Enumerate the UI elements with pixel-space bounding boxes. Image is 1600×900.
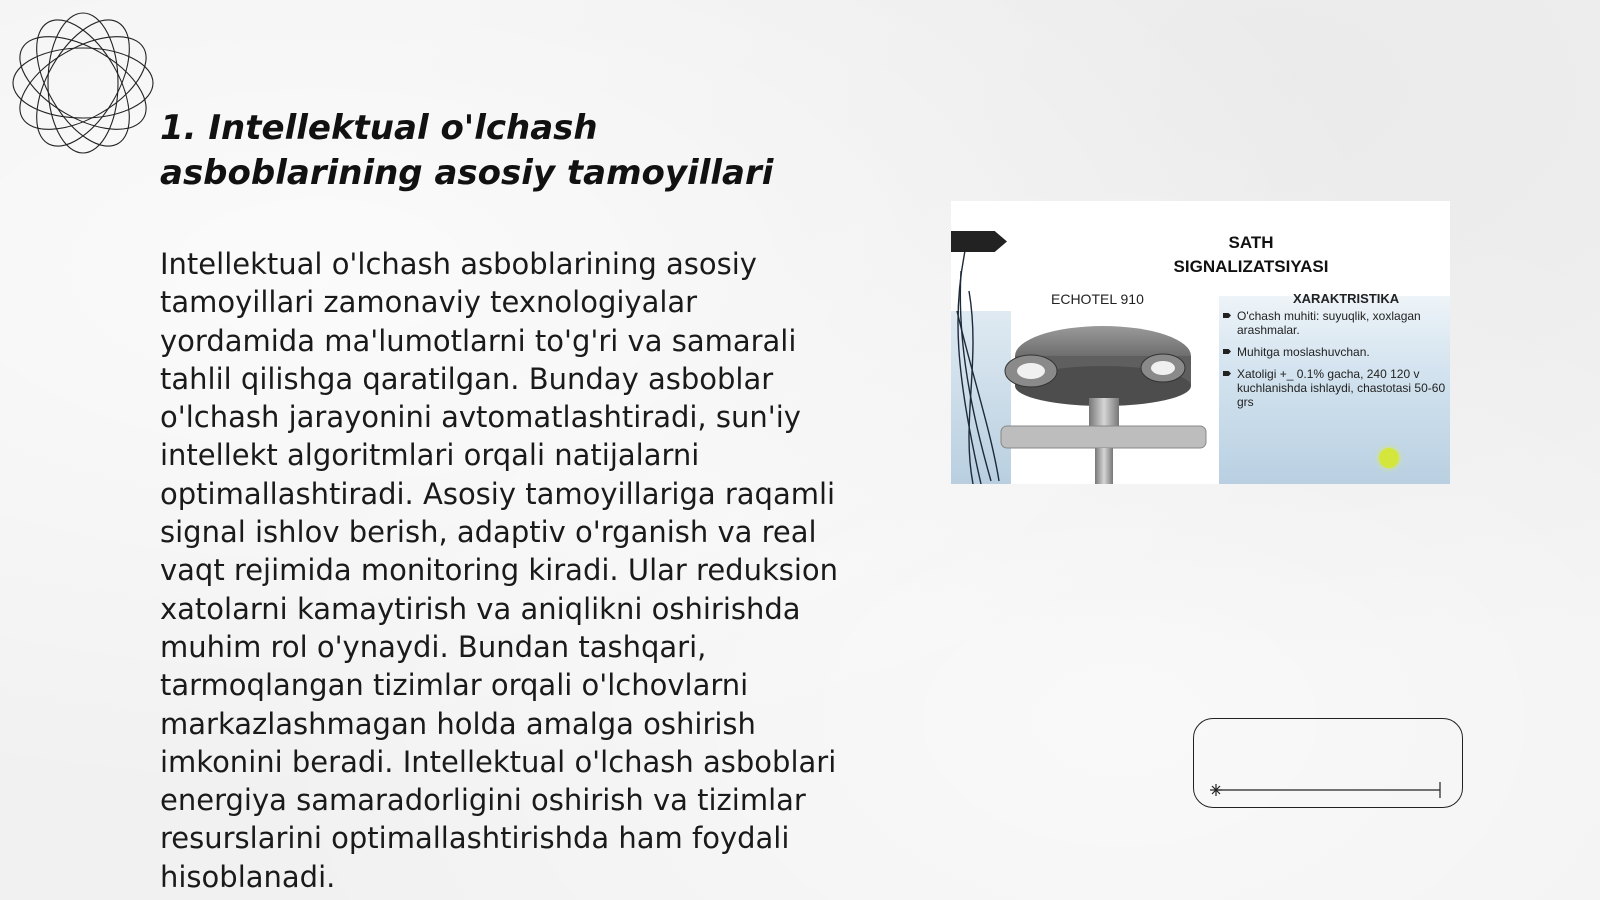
slide-title: 1. Intellektual o'lchash asboblarining asosiy tamoyillari: [160, 108, 774, 193]
picture-title-line2: SIGNALIZATSIYASI: [1173, 257, 1329, 276]
picture-title: [1101, 231, 1401, 279]
characteristics-list: [1221, 309, 1446, 417]
characteristic-item: O'chash muhiti: suyuqlik, xoxlagan arashmalar.: [1221, 309, 1446, 337]
decorative-line-icon: [1210, 780, 1450, 800]
characteristic-item: Xatoligi +_ 0.1% gacha, 240 120 v kuchlanishda ishlaydi, chastotasi 50-60 grs: [1221, 367, 1446, 409]
embedded-slide-image: [951, 201, 1450, 484]
arrow-shape-icon: [951, 231, 1007, 252]
yellow-dot-icon: [1379, 448, 1399, 468]
slide-body-text: Intellektual o'lchash asboblarining asosiy tamoyillari zamonaviy texnologiyalar yordamida ma'lumotlarni to'g'ri va samarali tahlil qilishga qaratilgan. Bunday asboblar o'lchash jarayonini avtomatlashtiradi, sun'iy intellekt algoritmlari orqali natijalarni optimallashtiradi. Asosiy tamoyillariga raqamli signal ishlov berish, adaptiv o'rganish va real vaqt rejimida monitoring kiradi. Ular reduksion xatolarni kamaytirish va aniqlikni oshirishda muhim rol o'ynaydi. Bundan tashqari, tarmoqlangan tizimlar orqali o'lchovlarni markazlashmagan holda amalga oshirish imkonini beradi. Intellektual o'lchash asboblari energiya samaradorligini oshirish va tizimlar resurslarini optimallashtirishda ham foydali hisoblanadi.: [160, 247, 839, 894]
picture-title-line1: SATH: [1228, 233, 1274, 252]
characteristic-item: Muhitga moslashuvchan.: [1221, 345, 1446, 359]
device-label: ECHOTEL 910: [1051, 291, 1144, 307]
level-sensor-device-icon: [991, 316, 1221, 484]
characteristics-label: XARAKTRISTIKA: [1293, 291, 1400, 306]
spirograph-logo-icon: [10, 10, 156, 156]
